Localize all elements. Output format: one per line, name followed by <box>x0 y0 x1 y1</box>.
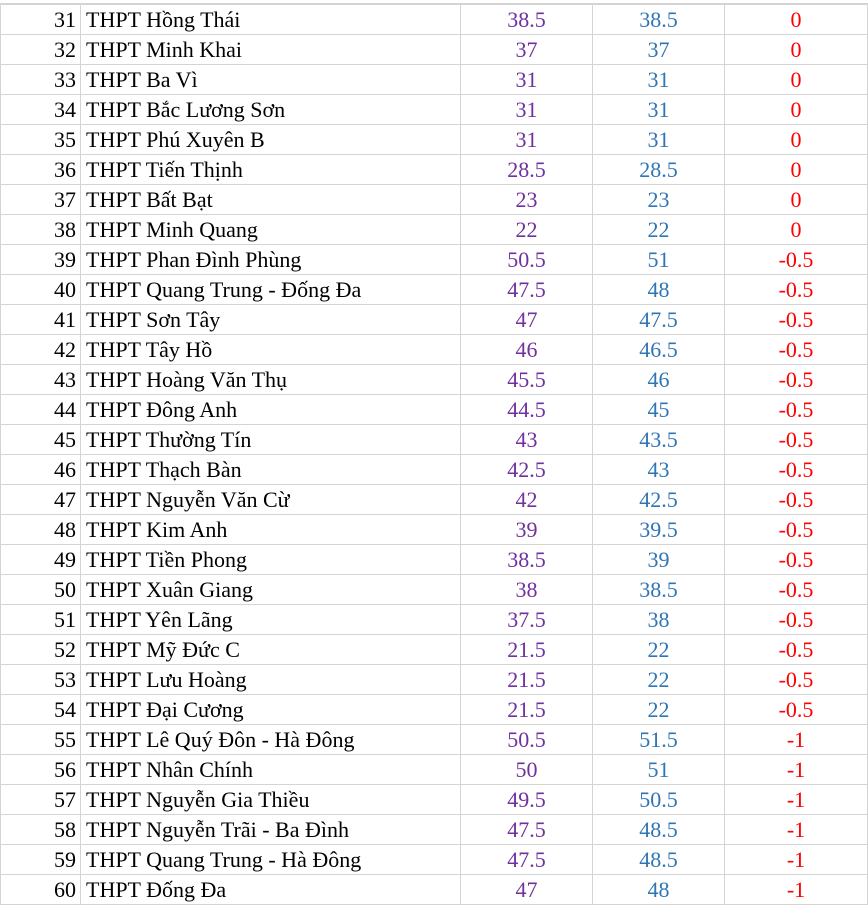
score-1-cell[interactable]: 28.5 <box>461 155 593 185</box>
row-number-cell[interactable]: 58 <box>1 815 81 845</box>
score-2-cell[interactable]: 48.5 <box>593 845 725 875</box>
difference-cell[interactable]: -0.5 <box>725 455 868 485</box>
school-name-cell[interactable]: THPT Nguyễn Văn Cừ <box>81 485 461 515</box>
difference-cell[interactable]: -0.5 <box>725 515 868 545</box>
score-2-cell[interactable]: 38.5 <box>593 5 725 35</box>
score-1-cell[interactable]: 23 <box>461 185 593 215</box>
score-2-cell[interactable]: 45 <box>593 395 725 425</box>
school-name-cell[interactable]: THPT Nguyễn Gia Thiều <box>81 785 461 815</box>
table-row <box>1 5 868 35</box>
table-row <box>1 395 868 425</box>
difference-cell[interactable]: -0.5 <box>725 575 868 605</box>
score-1-cell[interactable]: 50.5 <box>461 725 593 755</box>
score-1-cell[interactable]: 50.5 <box>461 245 593 275</box>
score-1-cell[interactable]: 47.5 <box>461 815 593 845</box>
table-row <box>1 65 868 95</box>
difference-cell[interactable]: 0 <box>725 5 868 35</box>
school-name-cell[interactable]: THPT Quang Trung - Hà Đông <box>81 845 461 875</box>
score-1-cell[interactable]: 47 <box>461 305 593 335</box>
row-number-cell[interactable]: 34 <box>1 95 81 125</box>
school-name-cell[interactable]: THPT Lê Quý Đôn - Hà Đông <box>81 725 461 755</box>
row-number-cell[interactable]: 35 <box>1 125 81 155</box>
score-1-cell[interactable]: 21.5 <box>461 665 593 695</box>
table-row <box>1 275 868 305</box>
school-name-cell[interactable]: THPT Hồng Thái <box>81 5 461 35</box>
row-number-cell[interactable]: 50 <box>1 575 81 605</box>
score-1-cell[interactable]: 38.5 <box>461 5 593 35</box>
row-number-cell[interactable]: 33 <box>1 65 81 95</box>
difference-cell[interactable]: 0 <box>725 35 868 65</box>
school-name-cell[interactable]: THPT Tiền Phong <box>81 545 461 575</box>
school-name-cell[interactable]: THPT Tiến Thịnh <box>81 155 461 185</box>
score-2-cell[interactable]: 42.5 <box>593 485 725 515</box>
table-row <box>1 485 868 515</box>
table-row <box>1 695 868 725</box>
school-name-cell[interactable]: THPT Đại Cương <box>81 695 461 725</box>
table-row <box>1 605 868 635</box>
table-row <box>1 635 868 665</box>
school-name-cell[interactable]: THPT Đông Anh <box>81 395 461 425</box>
school-name-cell[interactable]: THPT Mỹ Đức C <box>81 635 461 665</box>
school-name-cell[interactable]: THPT Bắc Lương Sơn <box>81 95 461 125</box>
score-1-cell[interactable]: 49.5 <box>461 785 593 815</box>
table-row <box>1 515 868 545</box>
difference-cell[interactable]: 0 <box>725 95 868 125</box>
difference-cell[interactable]: 0 <box>725 155 868 185</box>
school-name-cell[interactable]: THPT Ba Vì <box>81 65 461 95</box>
score-2-cell[interactable]: 48 <box>593 875 725 905</box>
score-2-cell[interactable]: 28.5 <box>593 155 725 185</box>
table-row <box>1 665 868 695</box>
score-2-cell[interactable]: 38.5 <box>593 575 725 605</box>
row-number-cell[interactable]: 54 <box>1 695 81 725</box>
difference-cell[interactable]: -0.5 <box>725 635 868 665</box>
score-1-cell[interactable]: 31 <box>461 65 593 95</box>
score-2-cell[interactable]: 51 <box>593 755 725 785</box>
score-1-cell[interactable]: 44.5 <box>461 395 593 425</box>
difference-cell[interactable]: -0.5 <box>725 275 868 305</box>
row-number-cell[interactable]: 51 <box>1 605 81 635</box>
score-2-cell[interactable]: 47.5 <box>593 305 725 335</box>
difference-cell[interactable]: -0.5 <box>725 365 868 395</box>
school-name-cell[interactable]: THPT Kim Anh <box>81 515 461 545</box>
difference-cell[interactable]: -0.5 <box>725 545 868 575</box>
table-row <box>1 755 868 785</box>
score-table <box>0 4 868 905</box>
score-2-cell[interactable]: 22 <box>593 215 725 245</box>
score-2-cell[interactable]: 22 <box>593 635 725 665</box>
row-number-cell[interactable]: 47 <box>1 485 81 515</box>
row-number-cell[interactable]: 41 <box>1 305 81 335</box>
table-row <box>1 815 868 845</box>
school-name-cell[interactable]: THPT Thạch Bàn <box>81 455 461 485</box>
table-row <box>1 95 868 125</box>
difference-cell[interactable]: -1 <box>725 815 868 845</box>
row-number-cell[interactable]: 43 <box>1 365 81 395</box>
score-1-cell[interactable]: 22 <box>461 215 593 245</box>
table-row <box>1 185 868 215</box>
row-number-cell[interactable]: 53 <box>1 665 81 695</box>
score-1-cell[interactable]: 39 <box>461 515 593 545</box>
score-1-cell[interactable]: 42.5 <box>461 455 593 485</box>
table-row <box>1 875 868 905</box>
difference-cell[interactable]: -0.5 <box>725 245 868 275</box>
difference-cell[interactable]: -0.5 <box>725 665 868 695</box>
score-2-cell[interactable]: 48.5 <box>593 815 725 845</box>
row-number-cell[interactable]: 31 <box>1 5 81 35</box>
score-1-cell[interactable]: 21.5 <box>461 635 593 665</box>
school-name-cell[interactable]: THPT Sơn Tây <box>81 305 461 335</box>
score-table-body <box>1 5 868 905</box>
row-number-cell[interactable]: 42 <box>1 335 81 365</box>
score-2-cell[interactable]: 39.5 <box>593 515 725 545</box>
difference-cell[interactable]: 0 <box>725 215 868 245</box>
score-1-cell[interactable]: 47.5 <box>461 845 593 875</box>
table-row <box>1 155 868 185</box>
school-name-cell[interactable]: THPT Minh Khai <box>81 35 461 65</box>
school-name-cell[interactable]: THPT Đống Đa <box>81 875 461 905</box>
difference-cell[interactable]: -1 <box>725 785 868 815</box>
score-2-cell[interactable]: 46.5 <box>593 335 725 365</box>
row-number-cell[interactable]: 57 <box>1 785 81 815</box>
school-name-cell[interactable]: THPT Quang Trung - Đống Đa <box>81 275 461 305</box>
row-number-cell[interactable]: 56 <box>1 755 81 785</box>
score-1-cell[interactable]: 50 <box>461 755 593 785</box>
table-row <box>1 35 868 65</box>
school-name-cell[interactable]: THPT Nguyễn Trãi - Ba Đình <box>81 815 461 845</box>
school-name-cell[interactable]: THPT Phan Đình Phùng <box>81 245 461 275</box>
row-number-cell[interactable]: 44 <box>1 395 81 425</box>
row-number-cell[interactable]: 60 <box>1 875 81 905</box>
table-row <box>1 245 868 275</box>
difference-cell[interactable]: -1 <box>725 755 868 785</box>
school-name-cell[interactable]: THPT Hoàng Văn Thụ <box>81 365 461 395</box>
score-2-cell[interactable]: 51 <box>593 245 725 275</box>
school-name-cell[interactable]: THPT Bất Bạt <box>81 185 461 215</box>
row-number-cell[interactable]: 36 <box>1 155 81 185</box>
school-name-cell[interactable]: THPT Phú Xuyên B <box>81 125 461 155</box>
table-row <box>1 785 868 815</box>
score-2-cell[interactable]: 43 <box>593 455 725 485</box>
score-2-cell[interactable]: 46 <box>593 365 725 395</box>
score-2-cell[interactable]: 38 <box>593 605 725 635</box>
row-number-cell[interactable]: 46 <box>1 455 81 485</box>
score-1-cell[interactable]: 42 <box>461 485 593 515</box>
score-1-cell[interactable]: 45.5 <box>461 365 593 395</box>
table-row <box>1 215 868 245</box>
school-name-cell[interactable]: THPT Xuân Giang <box>81 575 461 605</box>
score-2-cell[interactable]: 31 <box>593 65 725 95</box>
difference-cell[interactable]: -0.5 <box>725 425 868 455</box>
score-1-cell[interactable]: 47.5 <box>461 275 593 305</box>
row-number-cell[interactable]: 32 <box>1 35 81 65</box>
score-1-cell[interactable]: 47 <box>461 875 593 905</box>
score-1-cell[interactable]: 37.5 <box>461 605 593 635</box>
difference-cell[interactable]: -1 <box>725 845 868 875</box>
score-1-cell[interactable]: 31 <box>461 125 593 155</box>
difference-cell[interactable]: 0 <box>725 185 868 215</box>
table-row <box>1 305 868 335</box>
row-number-cell[interactable]: 55 <box>1 725 81 755</box>
score-1-cell[interactable]: 38 <box>461 575 593 605</box>
score-2-cell[interactable]: 43.5 <box>593 425 725 455</box>
difference-cell[interactable]: -0.5 <box>725 485 868 515</box>
row-number-cell[interactable]: 52 <box>1 635 81 665</box>
difference-cell[interactable]: -0.5 <box>725 335 868 365</box>
difference-cell[interactable]: -1 <box>725 725 868 755</box>
table-row <box>1 125 868 155</box>
score-1-cell[interactable]: 38.5 <box>461 545 593 575</box>
score-1-cell[interactable]: 31 <box>461 95 593 125</box>
table-row <box>1 545 868 575</box>
difference-cell[interactable]: -0.5 <box>725 695 868 725</box>
score-1-cell[interactable]: 46 <box>461 335 593 365</box>
row-number-cell[interactable]: 38 <box>1 215 81 245</box>
score-2-cell[interactable]: 50.5 <box>593 785 725 815</box>
score-2-cell[interactable]: 37 <box>593 35 725 65</box>
score-2-cell[interactable]: 31 <box>593 95 725 125</box>
table-row <box>1 335 868 365</box>
row-number-cell[interactable]: 59 <box>1 845 81 875</box>
score-2-cell[interactable]: 23 <box>593 185 725 215</box>
score-2-cell[interactable]: 51.5 <box>593 725 725 755</box>
school-name-cell[interactable]: THPT Minh Quang <box>81 215 461 245</box>
school-name-cell[interactable]: THPT Tây Hồ <box>81 335 461 365</box>
school-name-cell[interactable]: THPT Yên Lãng <box>81 605 461 635</box>
score-2-cell[interactable]: 39 <box>593 545 725 575</box>
score-2-cell[interactable]: 22 <box>593 665 725 695</box>
score-1-cell[interactable]: 37 <box>461 35 593 65</box>
row-number-cell[interactable]: 37 <box>1 185 81 215</box>
score-1-cell[interactable]: 21.5 <box>461 695 593 725</box>
table-row <box>1 425 868 455</box>
score-1-cell[interactable]: 43 <box>461 425 593 455</box>
table-row <box>1 455 868 485</box>
difference-cell[interactable]: -0.5 <box>725 305 868 335</box>
school-name-cell[interactable]: THPT Nhân Chính <box>81 755 461 785</box>
row-number-cell[interactable]: 48 <box>1 515 81 545</box>
difference-cell[interactable]: -0.5 <box>725 605 868 635</box>
row-number-cell[interactable]: 49 <box>1 545 81 575</box>
row-number-cell[interactable]: 40 <box>1 275 81 305</box>
table-row <box>1 845 868 875</box>
difference-cell[interactable]: -0.5 <box>725 395 868 425</box>
score-2-cell[interactable]: 22 <box>593 695 725 725</box>
school-name-cell[interactable]: THPT Lưu Hoàng <box>81 665 461 695</box>
table-row <box>1 365 868 395</box>
table-row <box>1 575 868 605</box>
row-number-cell[interactable]: 45 <box>1 425 81 455</box>
score-2-cell[interactable]: 48 <box>593 275 725 305</box>
school-name-cell[interactable]: THPT Thường Tín <box>81 425 461 455</box>
difference-cell[interactable]: 0 <box>725 125 868 155</box>
difference-cell[interactable]: 0 <box>725 65 868 95</box>
difference-cell[interactable]: -1 <box>725 875 868 905</box>
row-number-cell[interactable]: 39 <box>1 245 81 275</box>
table-row <box>1 725 868 755</box>
score-2-cell[interactable]: 31 <box>593 125 725 155</box>
